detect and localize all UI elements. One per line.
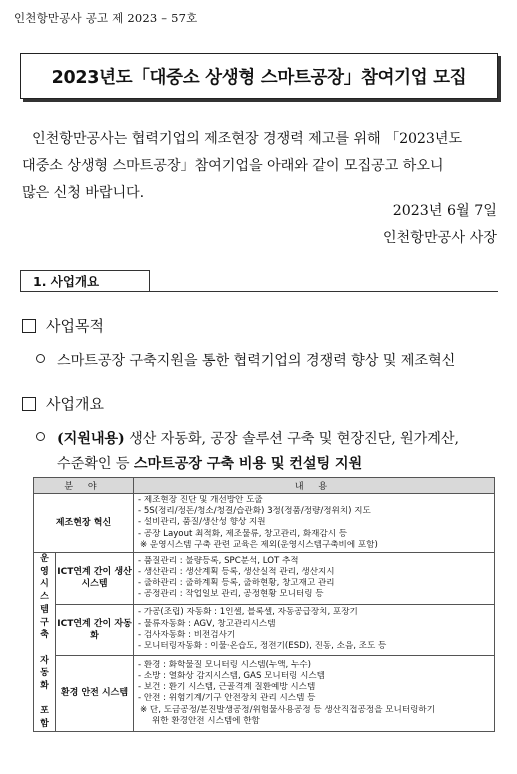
content-line: - 제조현장 진단 및 개선방안 도출 <box>138 495 263 505</box>
content-ict-production <box>134 553 495 605</box>
vertical-label-char: 템 <box>40 604 49 615</box>
vertical-label-char: 축 <box>40 630 49 641</box>
overview-heading-text: 사업개요 <box>46 395 104 413</box>
table-row <box>34 494 495 553</box>
header-field: 분 야 <box>34 478 134 494</box>
content-line: - 보건 : 환기 시스템, 근골격계 질환예방 시스템 <box>138 682 316 693</box>
intro-line-2: 대중소 상생형 스마트공장」참여기업을 아래와 같이 모집공고 하오니 <box>22 158 444 174</box>
vertical-label-char: 시 <box>40 579 49 590</box>
square-bullet-icon <box>22 319 36 333</box>
vertical-label-char: 영 <box>40 566 49 577</box>
content-note: ※ 단, 도금공정/분진발생공정/위험물사용공정 등 생산직접공정을 모니터링하기 <box>140 704 436 715</box>
circle-bullet-icon <box>36 432 45 441</box>
vertical-label-char: 구 <box>40 617 49 628</box>
table-row <box>34 604 495 656</box>
vertical-label-char: 포 <box>40 706 49 717</box>
content-line: - 환경 : 화학물질 모니터링 시스템(누액, 누수) <box>138 659 311 670</box>
section-1-heading <box>20 270 150 292</box>
content-note: ※ 운영시스템 구축 관련 교육은 제외(운영시스템구축비에 포함) <box>140 539 378 550</box>
category-ict-automation: ICT연계 간이 자동화 <box>56 604 134 656</box>
vertical-label-char <box>34 693 55 706</box>
overview-item-line2-plain: 수준확인 등 <box>57 456 134 472</box>
content-ict-automation <box>134 604 495 656</box>
overview-heading <box>22 393 104 414</box>
overview-item-label: (지원내용) <box>57 431 125 447</box>
table-row <box>34 656 495 732</box>
notice-number: 인천항만공사 공고 제 2023 – 57호 <box>14 11 198 25</box>
content-line: - 가공(조립) 자동화 : 1인셀, 블록셀, 자동공급장치, 포장기 <box>138 607 358 618</box>
circle-bullet-icon <box>36 354 45 363</box>
content-line: - 설비관리, 품질/생산성 향상 지원 <box>138 517 266 528</box>
vertical-label-char: 자 <box>40 655 49 666</box>
square-bullet-icon <box>22 397 36 411</box>
content-manufacturing <box>134 494 495 553</box>
vertical-label-char <box>34 642 55 655</box>
content-line: - 생산관리 : 생산계획 등록, 생산실적 관리, 생산지시 <box>138 567 335 578</box>
purpose-heading-text: 사업목적 <box>46 317 104 335</box>
intro-line-1: 인천항만공사는 협력기업의 제조현장 경쟁력 제고를 위해 「2023년도 <box>32 131 462 147</box>
overview-item <box>36 428 459 448</box>
table-header-row <box>34 478 495 494</box>
content-line: - 공장 Layout 최적화, 제조물류, 창고관리, 화재감시 등 <box>138 528 348 539</box>
category-env-safety: 환경 안전 시스템 <box>56 656 134 732</box>
content-line: - 안전 : 위험기계/기구 안전장치 관리 시스템 등 <box>138 693 316 704</box>
content-line: - 공정관리 : 작업일보 관리, 공정현황 모니터링 등 <box>138 589 324 600</box>
category-ict-production: ICT연계 간이 생산시스템 <box>56 553 134 605</box>
content-env-safety <box>134 656 495 732</box>
purpose-heading <box>22 315 104 336</box>
content-note: 위한 환경안전 시스템에 한함 <box>152 715 260 726</box>
page-title: 2023년도「대중소 상생형 스마트공장」참여기업 모집 <box>51 67 467 88</box>
notice-date: 2023년 6월 7일 <box>392 203 497 219</box>
content-line: - 물류자동화 : AGV, 창고관리시스템 <box>138 618 276 629</box>
title-box <box>20 53 498 99</box>
purpose-item <box>36 350 455 370</box>
category-manufacturing: 제조현장 혁신 <box>34 494 134 553</box>
header-content: 내 용 <box>134 478 495 494</box>
content-line: - 모니터링자동화 : 이물·온습도, 정전기(ESD), 진동, 소음, 조도 등 <box>138 641 387 652</box>
section-divider <box>150 291 498 292</box>
overview-item-line-2 <box>57 453 362 473</box>
vertical-label-char: 함 <box>40 719 49 730</box>
category-operation-vertical <box>34 553 56 732</box>
overview-item-line2-bold: 스마트공장 구축 비용 및 컨설팅 지원 <box>133 456 363 472</box>
support-table <box>33 477 495 732</box>
content-line: - 출하관리 : 출하계획 등록, 출하현황, 창고재고 관리 <box>138 578 335 589</box>
purpose-item-text: 스마트공장 구축지원을 통한 협력기업의 경쟁력 향상 및 제조혁신 <box>57 353 456 369</box>
intro-line-3: 많은 신청 바랍니다. <box>22 185 145 201</box>
overview-item-text: 생산 자동화, 공장 솔루션 구축 및 현장진단, 원가계산, <box>124 431 459 447</box>
vertical-label-char: 운 <box>40 554 49 565</box>
vertical-label-char: 동 <box>40 668 49 679</box>
content-line: - 품질관리 : 불량등록, SPC분석, LOT 추적 <box>138 555 299 566</box>
content-line: - 소방 : 열화상 감지시스템, GAS 모니터링 시스템 <box>138 671 325 682</box>
section-1-title: 1. 사업개요 <box>33 274 100 289</box>
table-row <box>34 553 495 605</box>
vertical-label-char: 스 <box>40 592 49 603</box>
content-line: - 검사자동화 : 비전검사기 <box>138 629 236 640</box>
issuer: 인천항만공사 사장 <box>382 230 497 246</box>
content-line: - 5S(정리/정돈/청소/청결/습관화) 3정(정품/정량/정위치) 지도 <box>138 506 371 517</box>
vertical-label-char: 화 <box>40 681 49 692</box>
